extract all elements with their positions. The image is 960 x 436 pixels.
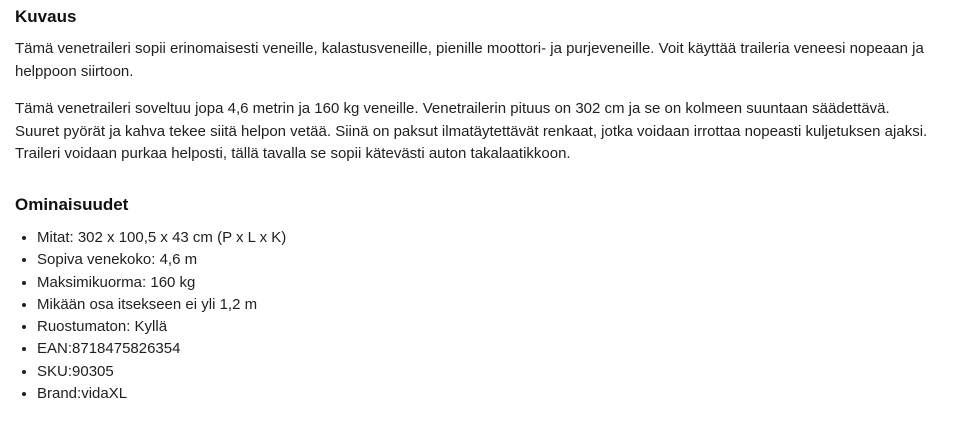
feature-sku: • SKU:90305 [37,361,286,383]
feature-max-load: • Maksimikuorma: 160 kg [37,272,286,294]
feature-dimensions: • Mitat: 302 x 100,5 x 43 cm (P x L x K) [37,227,286,249]
description-heading: Kuvaus [15,7,77,26]
features-heading: Ominaisuudet [15,195,129,214]
feature-part-length: • Mikään osa itsekseen ei yli 1,2 m [37,294,286,316]
feature-boat-size: • Sopiva venekoko: 4,6 m [37,249,286,271]
features-list [15,227,286,405]
feature-ean: • EAN:8718475826354 [37,338,286,360]
description-paragraph-2: Tämä venetraileri soveltuu jopa 4,6 metrin ja 160 kg veneille. Venetrailerin pituus on 302 cm ja se on kolmeen suuntaan säädettävä. Suuret pyörät ja kahva tekee siitä helpon vetää. Siinä on paksut ilmatäytettävät renkaat, jotka voidaan irrottaa nopeasti kuljetuksen ajaksi. Traileri voidaan purkaa helposti, tällä tavalla se sopii kätevästi auton takalaatikkoon. [15,100,928,162]
description-paragraph-1: Tämä venetraileri sopii erinomaisesti veneille, kalastusveneille, pienille moottori- ja purjeveneille. Voit käyttää traileria veneesi nopeaan ja helppoon siirtoon. [15,40,924,80]
feature-rustproof: • Ruostumaton: Kyllä [37,316,286,338]
feature-brand: • Brand:vidaXL [37,383,286,405]
